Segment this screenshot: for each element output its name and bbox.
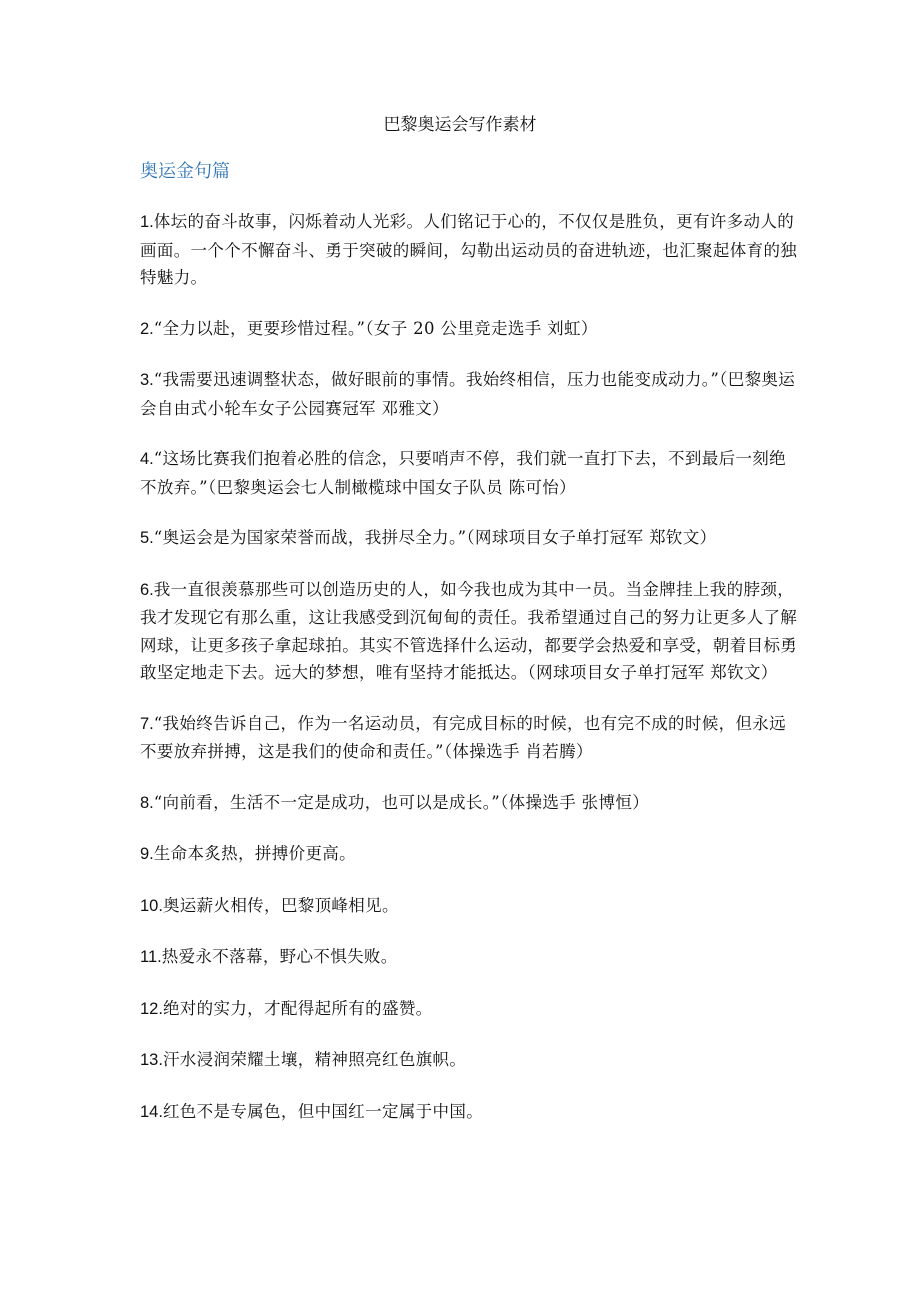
list-item bbox=[140, 710, 800, 766]
item-text: 体坛的奋斗故事，闪烁着动人光彩。人们铭记于心的，不仅仅是胜负，更有许多动人的画面。一个个不懈奋斗、勇于突破的瞬间，勾勒出运动员的奋进轨迹，也汇聚起体育的独特魅力。 bbox=[140, 212, 798, 287]
item-number: 1. bbox=[140, 213, 154, 231]
item-number: 5. bbox=[140, 529, 154, 547]
item-text: 绝对的实力，才配得起所有的盛赞。 bbox=[162, 998, 433, 1018]
item-number: 11. bbox=[140, 948, 162, 966]
item-number: 6. bbox=[140, 580, 154, 599]
list-item bbox=[140, 995, 800, 1024]
list-item bbox=[140, 943, 800, 972]
item-number: 12. bbox=[140, 999, 163, 1018]
list-item bbox=[140, 892, 800, 921]
list-item bbox=[140, 366, 800, 422]
item-text: “我始终告诉自己，作为一名运动员，有完成目标的时候，也有完不成的时候，但永远不要放弃拼搏，这是我们的使命和责任。”（体操选手 肖若腾） bbox=[140, 713, 787, 761]
item-number: 10. bbox=[140, 896, 163, 915]
list-item bbox=[140, 315, 800, 344]
item-text: “奥运会是为国家荣誉而战，我拼尽全力。”（网球项目女子单打冠军 郑钦文） bbox=[153, 528, 717, 547]
item-text: 红色不是专属色，但中国红一定属于中国。 bbox=[162, 1101, 484, 1121]
item-number: 9. bbox=[140, 845, 154, 863]
item-text: 生命本炙热，拼搏价更高。 bbox=[153, 844, 356, 863]
item-text: 奥运薪火相传，巴黎顶峰相见。 bbox=[162, 895, 399, 915]
list-item bbox=[140, 208, 800, 292]
list-item bbox=[140, 789, 800, 818]
item-number: 13. bbox=[140, 1051, 163, 1069]
list-item bbox=[140, 840, 800, 869]
item-number: 4. bbox=[140, 450, 154, 468]
item-number: 3. bbox=[140, 371, 154, 389]
item-text: 汗水浸润荣耀土壤，精神照亮红色旗帜。 bbox=[162, 1050, 467, 1069]
list-item bbox=[140, 1098, 800, 1127]
item-number: 7. bbox=[140, 714, 154, 733]
item-number: 2. bbox=[140, 319, 154, 338]
item-text: “这场比赛我们抱着必胜的信念，只要哨声不停，我们就一直打下去，不到最后一刻绝不放弃。”（巴黎奥运会七人制橄榄球中国女子队员 陈可怡） bbox=[140, 449, 787, 497]
document-title: 巴黎奥运会写作素材 bbox=[383, 115, 537, 135]
item-number: 8. bbox=[140, 793, 154, 812]
item-text: “全力以赴，更要珍惜过程。”（女子 20 公里竞走选手 刘虹） bbox=[153, 318, 598, 338]
item-text: 我一直很羡慕那些可以创造历史的人，如今我也成为其中一员。当金牌挂上我的脖颈，我才发现它有那么重，这让我感受到沉甸甸的责任。我希望通过自己的努力让更多人了解网球，让更多孩子拿起球拍。其实不管选择什么运动，都要学会热爱和享受，朝着目标勇敢坚定地走下去。远大的梦想，唯有坚持才能抵达。（网球项目女子单打冠军 郑钦文） bbox=[140, 579, 798, 682]
item-text: “向前看，生活不一定是成功，也可以是成长。”（体操选手 张博恒） bbox=[153, 792, 650, 812]
list-item bbox=[140, 1046, 800, 1075]
list-item bbox=[140, 524, 800, 553]
list-item bbox=[140, 445, 800, 501]
quote-list bbox=[140, 208, 800, 1149]
list-item bbox=[140, 576, 800, 687]
section-heading: 奥运金句篇 bbox=[140, 161, 230, 182]
item-text: “我需要迅速调整状态，做好眼前的事情。我始终相信，压力也能变成动力。”（巴黎奥运会自由式小轮车女子公园赛冠军 邓雅文） bbox=[140, 370, 796, 418]
item-number: 14. bbox=[140, 1102, 163, 1121]
item-text: 热爱永不落幕，野心不惧失败。 bbox=[161, 947, 398, 966]
